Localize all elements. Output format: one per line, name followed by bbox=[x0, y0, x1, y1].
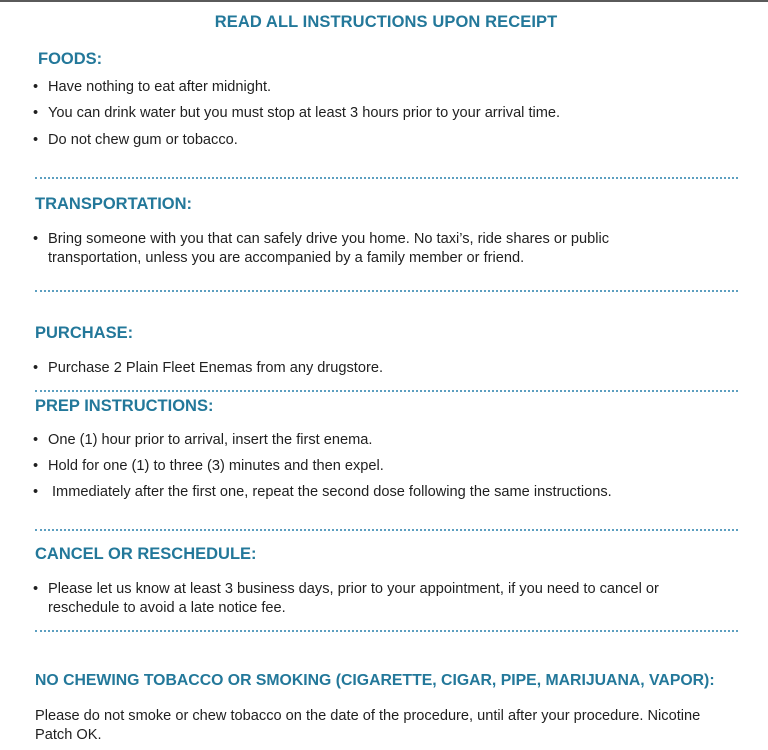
list-item-text: Please let us know at least 3 business days, prior to your appointment, if you need to cancel or reschedule to avoid a late notice fee. bbox=[48, 581, 659, 616]
bullet-icon: • bbox=[33, 581, 39, 597]
top-border bbox=[0, 0, 768, 2]
section-divider bbox=[35, 177, 738, 179]
list-item-text: Bring someone with you that can safely drive you home. No taxi’s, ride shares or public transportation, unless you are accompanied by a family member or friend. bbox=[48, 231, 610, 266]
bullet-icon: • bbox=[33, 432, 39, 448]
section-divider bbox=[35, 630, 738, 632]
bullet-icon: • bbox=[33, 231, 39, 247]
bullet-icon: • bbox=[33, 105, 39, 121]
section-divider bbox=[35, 290, 738, 292]
list-item bbox=[33, 104, 743, 123]
no-smoking-text: Please do not smoke or chew tobacco on the date of the procedure, until after your procedure. Nicotine Patch OK. bbox=[35, 708, 701, 743]
list-item-text: One (1) hour prior to arrival, insert the first enema. bbox=[48, 432, 373, 448]
page-title: READ ALL INSTRUCTIONS UPON RECEIPT bbox=[214, 13, 558, 31]
list-item-text: Purchase 2 Plain Fleet Enemas from any drugstore. bbox=[48, 360, 384, 376]
foods-heading: FOODS: bbox=[38, 50, 103, 68]
bullet-icon: • bbox=[33, 360, 39, 376]
bullet-icon: • bbox=[33, 458, 39, 474]
list-item bbox=[33, 359, 743, 378]
bullet-icon: • bbox=[33, 484, 39, 500]
no-smoking-heading: NO CHEWING TOBACCO OR SMOKING (CIGARETTE, CIGAR, PIPE, MARIJUANA, VAPOR): bbox=[35, 672, 715, 689]
list-item bbox=[33, 230, 743, 268]
bullet-icon: • bbox=[33, 79, 39, 95]
cancel-reschedule-heading: CANCEL OR RESCHEDULE: bbox=[35, 545, 257, 563]
purchase-heading: PURCHASE: bbox=[35, 324, 134, 342]
list-item-text: Immediately after the first one, repeat the second dose following the same instructions. bbox=[52, 484, 612, 500]
section-divider bbox=[35, 529, 738, 531]
list-item bbox=[33, 431, 743, 450]
list-item-text: Do not chew gum or tobacco. bbox=[48, 132, 238, 148]
list-item-text: Have nothing to eat after midnight. bbox=[48, 79, 272, 95]
prep-instructions-heading: PREP INSTRUCTIONS: bbox=[35, 397, 214, 415]
list-item bbox=[33, 580, 743, 618]
transportation-heading: TRANSPORTATION: bbox=[35, 195, 193, 213]
list-item bbox=[33, 131, 743, 150]
list-item-text: You can drink water but you must stop at least 3 hours prior to your arrival time. bbox=[48, 105, 561, 121]
bullet-icon: • bbox=[33, 132, 39, 148]
list-item-text: Hold for one (1) to three (3) minutes and then expel. bbox=[48, 458, 384, 474]
list-item bbox=[33, 78, 743, 97]
list-item bbox=[33, 483, 743, 502]
list-item bbox=[33, 457, 743, 476]
section-divider bbox=[35, 390, 738, 392]
